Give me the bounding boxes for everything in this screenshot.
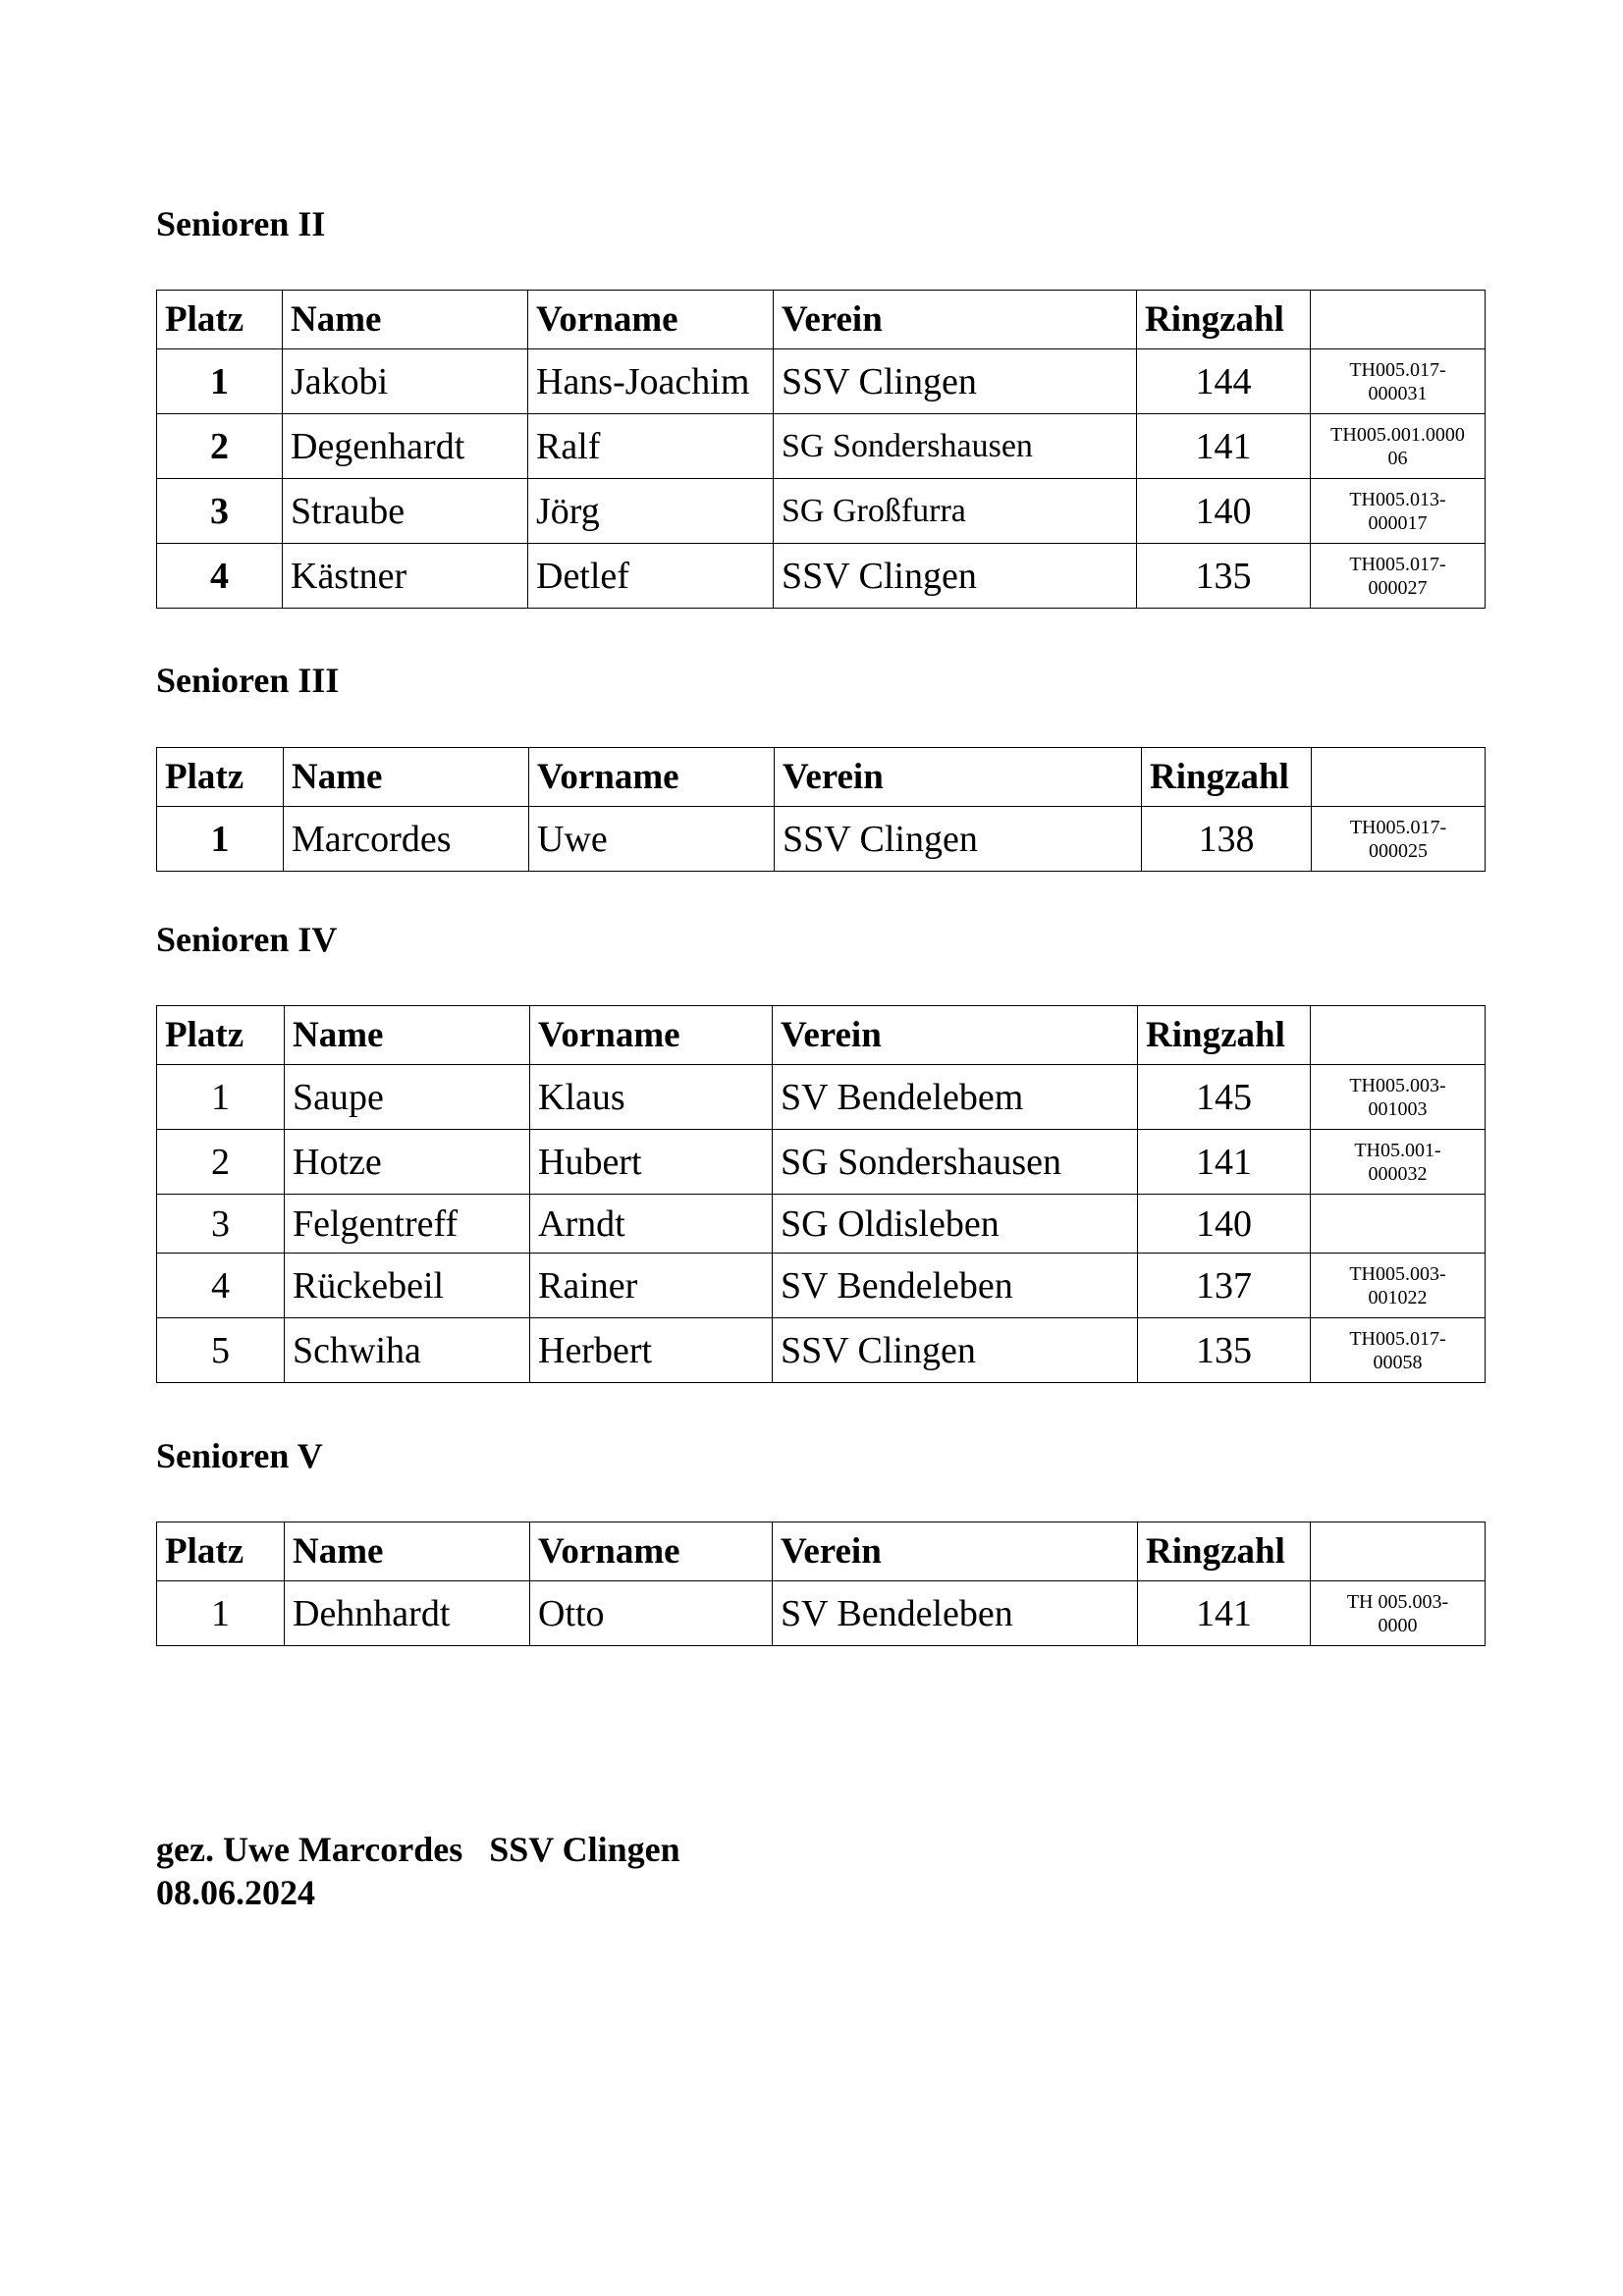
verein-cell: SV Bendeleben: [773, 1581, 1138, 1646]
table-row: [157, 1065, 1486, 1130]
results-table-senioren-iii: [156, 747, 1486, 872]
passnummer-line-2: 000025: [1369, 839, 1428, 862]
table-row: [157, 1195, 1486, 1254]
header-ringzahl: Ringzahl: [1138, 1006, 1311, 1065]
ringzahl-cell: 135: [1138, 1318, 1311, 1383]
ringzahl-cell: 137: [1138, 1254, 1311, 1318]
header-vorname: Vorname: [529, 748, 775, 807]
passnummer-cell: [1312, 807, 1486, 872]
verein-cell: SG Großfurra: [774, 479, 1137, 544]
vorname-cell: Hubert: [530, 1130, 773, 1195]
header-ringzahl: Ringzahl: [1138, 1522, 1311, 1581]
section-title-senioren-v: Senioren V: [156, 1436, 323, 1475]
header-passnummer: [1311, 1522, 1486, 1581]
header-platz: Platz: [157, 1006, 285, 1065]
vorname-cell: Rainer: [530, 1254, 773, 1318]
passnummer-line-2: 000031: [1368, 382, 1428, 404]
results-table-senioren-v: [156, 1522, 1486, 1646]
verein-cell: SV Bendeleben: [773, 1254, 1138, 1318]
name-cell: Degenhardt: [283, 414, 528, 479]
platz-cell: 3: [157, 479, 283, 544]
platz-cell: 2: [157, 414, 283, 479]
verein-cell: SG Sondershausen: [774, 414, 1137, 479]
header-verein: Verein: [774, 291, 1137, 349]
verein-cell: SSV Clingen: [773, 1318, 1138, 1383]
table-row: [157, 807, 1486, 872]
name-cell: Kästner: [283, 544, 528, 609]
passnummer-cell: [1311, 349, 1486, 414]
passnummer-line-2: 00058: [1373, 1351, 1423, 1373]
ringzahl-cell: 140: [1137, 479, 1311, 544]
vorname-cell: Arndt: [530, 1195, 773, 1254]
vorname-cell: Detlef: [528, 544, 774, 609]
header-ringzahl: Ringzahl: [1142, 748, 1312, 807]
table-row: [157, 414, 1486, 479]
header-platz: Platz: [157, 1522, 285, 1581]
name-cell: Felgentreff: [285, 1195, 530, 1254]
signature-block: [156, 1828, 680, 1914]
verein-cell: SV Bendelebem: [773, 1065, 1138, 1130]
name-cell: Rückebeil: [285, 1254, 530, 1318]
passnummer-line-2: 06: [1387, 447, 1408, 469]
passnummer-cell: [1311, 1130, 1486, 1195]
table-header-row: [157, 1006, 1486, 1065]
ringzahl-cell: 144: [1137, 349, 1311, 414]
header-name: Name: [285, 1006, 530, 1065]
results-table-senioren-iv: [156, 1005, 1486, 1383]
header-verein: Verein: [773, 1522, 1138, 1581]
verein-cell: SSV Clingen: [774, 544, 1137, 609]
header-passnummer: [1311, 291, 1486, 349]
ringzahl-cell: 135: [1137, 544, 1311, 609]
signature-club: SSV Clingen: [489, 1830, 680, 1869]
header-passnummer: [1312, 748, 1486, 807]
passnummer-line-1: TH005.017-: [1349, 1327, 1446, 1350]
name-cell: Marcordes: [284, 807, 529, 872]
passnummer-line-2: 001022: [1368, 1286, 1428, 1308]
section-title-senioren-ii: Senioren II: [156, 204, 326, 243]
header-vorname: Vorname: [530, 1006, 773, 1065]
passnummer-cell: [1311, 1254, 1486, 1318]
header-name: Name: [285, 1522, 530, 1581]
vorname-cell: Otto: [530, 1581, 773, 1646]
verein-cell: SG Oldisleben: [773, 1195, 1138, 1254]
passnummer-line-1: TH005.013-: [1349, 488, 1446, 510]
passnummer-cell: [1311, 1195, 1486, 1254]
passnummer-line-2: 0000: [1378, 1614, 1418, 1636]
passnummer-line-1: TH005.003-: [1349, 1074, 1446, 1096]
signature-date: 08.06.2024: [156, 1873, 315, 1912]
ringzahl-cell: 145: [1138, 1065, 1311, 1130]
header-passnummer: [1311, 1006, 1486, 1065]
passnummer-line-1: TH005.017-: [1349, 358, 1446, 381]
header-ringzahl: Ringzahl: [1137, 291, 1311, 349]
verein-cell: SSV Clingen: [775, 807, 1142, 872]
ringzahl-cell: 141: [1137, 414, 1311, 479]
table-header-row: [157, 291, 1486, 349]
header-name: Name: [284, 748, 529, 807]
table-row: [157, 1254, 1486, 1318]
vorname-cell: Uwe: [529, 807, 775, 872]
platz-cell: 3: [157, 1195, 285, 1254]
section-title-senioren-iv: Senioren IV: [156, 920, 338, 959]
table-row: [157, 1130, 1486, 1195]
passnummer-cell: [1311, 414, 1486, 479]
header-verein: Verein: [773, 1006, 1138, 1065]
passnummer-line-2: 000017: [1368, 511, 1428, 534]
passnummer-cell: [1311, 479, 1486, 544]
passnummer-cell: [1311, 1318, 1486, 1383]
table-header-row: [157, 748, 1486, 807]
name-cell: Straube: [283, 479, 528, 544]
passnummer-line-1: TH05.001-: [1354, 1139, 1441, 1161]
passnummer-cell: [1311, 1065, 1486, 1130]
signature-name: gez. Uwe Marcordes: [156, 1830, 463, 1869]
vorname-cell: Jörg: [528, 479, 774, 544]
section-title-senioren-iii: Senioren III: [156, 661, 340, 700]
table-header-row: [157, 1522, 1486, 1581]
vorname-cell: Klaus: [530, 1065, 773, 1130]
table-row: [157, 349, 1486, 414]
platz-cell: 1: [157, 1065, 285, 1130]
ringzahl-cell: 138: [1142, 807, 1312, 872]
platz-cell: 1: [157, 807, 284, 872]
platz-cell: 5: [157, 1318, 285, 1383]
passnummer-line-1: TH 005.003-: [1346, 1590, 1449, 1613]
header-vorname: Vorname: [528, 291, 774, 349]
table-row: [157, 1581, 1486, 1646]
passnummer-line-1: TH005.017-: [1349, 816, 1447, 838]
name-cell: Jakobi: [283, 349, 528, 414]
vorname-cell: Herbert: [530, 1318, 773, 1383]
ringzahl-cell: 140: [1138, 1195, 1311, 1254]
name-cell: Dehnhardt: [285, 1581, 530, 1646]
ringzahl-cell: 141: [1138, 1130, 1311, 1195]
table-row: [157, 1318, 1486, 1383]
table-row: [157, 544, 1486, 609]
platz-cell: 1: [157, 349, 283, 414]
platz-cell: 4: [157, 544, 283, 609]
header-verein: Verein: [775, 748, 1142, 807]
table-row: [157, 479, 1486, 544]
header-platz: Platz: [157, 291, 283, 349]
header-vorname: Vorname: [530, 1522, 773, 1581]
platz-cell: 2: [157, 1130, 285, 1195]
name-cell: Saupe: [285, 1065, 530, 1130]
header-platz: Platz: [157, 748, 284, 807]
passnummer-cell: [1311, 544, 1486, 609]
results-table-senioren-ii: [156, 290, 1486, 609]
platz-cell: 1: [157, 1581, 285, 1646]
vorname-cell: Hans-Joachim: [528, 349, 774, 414]
name-cell: Schwiha: [285, 1318, 530, 1383]
passnummer-cell: [1311, 1581, 1486, 1646]
signature-line: [156, 1828, 680, 1871]
name-cell: Hotze: [285, 1130, 530, 1195]
vorname-cell: Ralf: [528, 414, 774, 479]
passnummer-line-2: 000027: [1368, 576, 1428, 599]
platz-cell: 4: [157, 1254, 285, 1318]
passnummer-line-2: 001003: [1368, 1097, 1428, 1120]
passnummer-line-1: TH005.003-: [1349, 1262, 1446, 1285]
verein-cell: SSV Clingen: [774, 349, 1137, 414]
verein-cell: SG Sondershausen: [773, 1130, 1138, 1195]
header-name: Name: [283, 291, 528, 349]
passnummer-line-1: TH005.001.0000: [1330, 423, 1465, 446]
ringzahl-cell: 141: [1138, 1581, 1311, 1646]
passnummer-line-2: 000032: [1368, 1162, 1428, 1185]
passnummer-line-1: TH005.017-: [1349, 553, 1446, 575]
